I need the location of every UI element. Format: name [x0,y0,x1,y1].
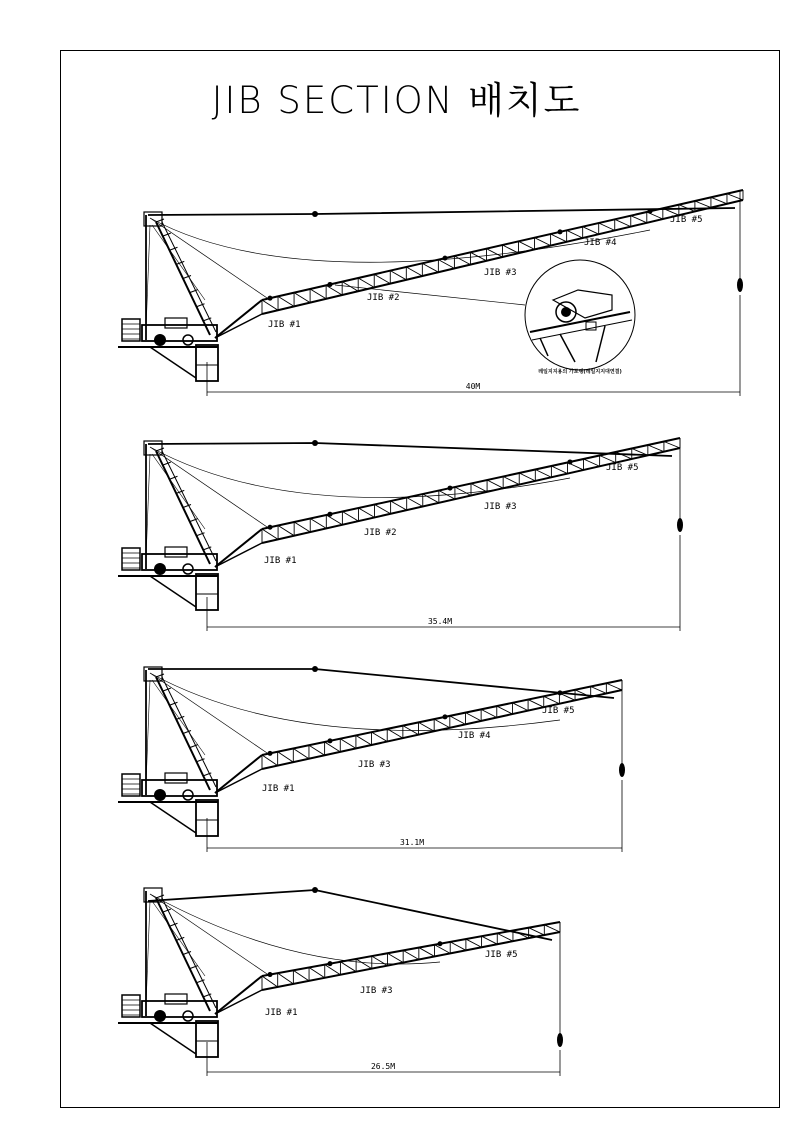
pendant-ropes [148,887,552,976]
top-pendant [148,890,552,940]
page-title: JIB SECTION 배치도 [211,79,582,122]
jib-label: JIB #3 [484,268,517,278]
jib-joint [438,941,443,946]
jib-joint [328,738,333,743]
jib-joint [448,486,453,491]
hook-block [677,438,683,532]
jib-joint [328,961,333,966]
a-frame-mast [144,888,216,1016]
hook-block [619,680,625,777]
pendant-link [312,211,318,217]
base-brace [150,576,196,607]
detail-sheave-icon [530,290,632,362]
counterweight-block [122,995,140,1017]
jib-joint [443,256,448,261]
jib-label: JIB #3 [358,760,391,770]
base-brace [150,1023,196,1054]
jib-lattice [215,438,680,567]
crane-config-2 [118,438,683,631]
winch-drum [154,1010,166,1022]
jib-label: JIB #5 [670,215,703,225]
crane-base [118,547,218,610]
pendant-ropes [148,440,672,529]
a-frame-mast [144,441,216,569]
base-brace [150,802,196,833]
jib-label: JIB #2 [367,293,400,303]
dimension-label: 31.1M [399,838,425,847]
jib-label: JIB #5 [606,463,639,473]
dimension-label: 35.4M [427,617,453,626]
jib-joint [558,229,563,234]
winch-drum [154,563,166,575]
jib-joint [328,512,333,517]
jib-lattice [215,922,560,1014]
hook-icon [737,278,743,292]
counterweight-block [122,548,140,570]
hook-block [737,190,743,292]
hook-icon [619,763,625,777]
jib-joint [568,459,573,464]
jib-label: JIB #1 [262,784,295,794]
jib-joint [268,751,273,756]
hook-icon [677,518,683,532]
a-frame-mast [144,667,216,795]
jib-label: JIB #4 [458,731,491,741]
jib-label: JIB #3 [360,986,393,996]
winch-drum [154,789,166,801]
jib-label: JIB #1 [265,1008,298,1018]
dimension-line [207,1042,560,1076]
crane-base [118,318,218,381]
jib-joint [328,282,333,287]
base-brace [150,347,196,378]
counterweight-block [122,319,140,341]
pendant-link [312,440,318,446]
hook-icon [557,1033,563,1047]
counterweight-block [122,774,140,796]
jib-lattice [215,680,622,793]
detail-note: 레일지지용의 가포랭(레일지지대연결) [538,369,622,375]
jib-joint [268,525,273,530]
crane-base [118,773,218,836]
dimension-label: 40M [465,382,481,391]
pendant-link [312,887,318,893]
crane-config-3 [118,666,625,852]
dimension-line [207,535,680,631]
winch-drum [154,334,166,346]
luffing-rope [150,894,440,964]
crane-base [118,994,218,1057]
jib-label: JIB #2 [364,528,397,538]
hook-block [557,922,563,1047]
jib-label: JIB #5 [485,950,518,960]
dimension-label: 26.5M [370,1062,396,1071]
pendant-link [312,666,318,672]
jib-label: JIB #4 [584,238,617,248]
jib-label: JIB #3 [484,502,517,512]
dimension-line [207,295,740,396]
luffing-rope [150,673,560,730]
a-frame-mast [144,212,216,340]
crane-config-1 [118,190,743,396]
jib-label: JIB #1 [264,556,297,566]
crane-config-4 [118,887,563,1076]
jib-label: JIB #5 [542,706,575,716]
top-pendant [148,669,614,698]
top-pendant [148,443,672,456]
jib-joint [443,714,448,719]
jib-label: JIB #1 [268,320,301,330]
